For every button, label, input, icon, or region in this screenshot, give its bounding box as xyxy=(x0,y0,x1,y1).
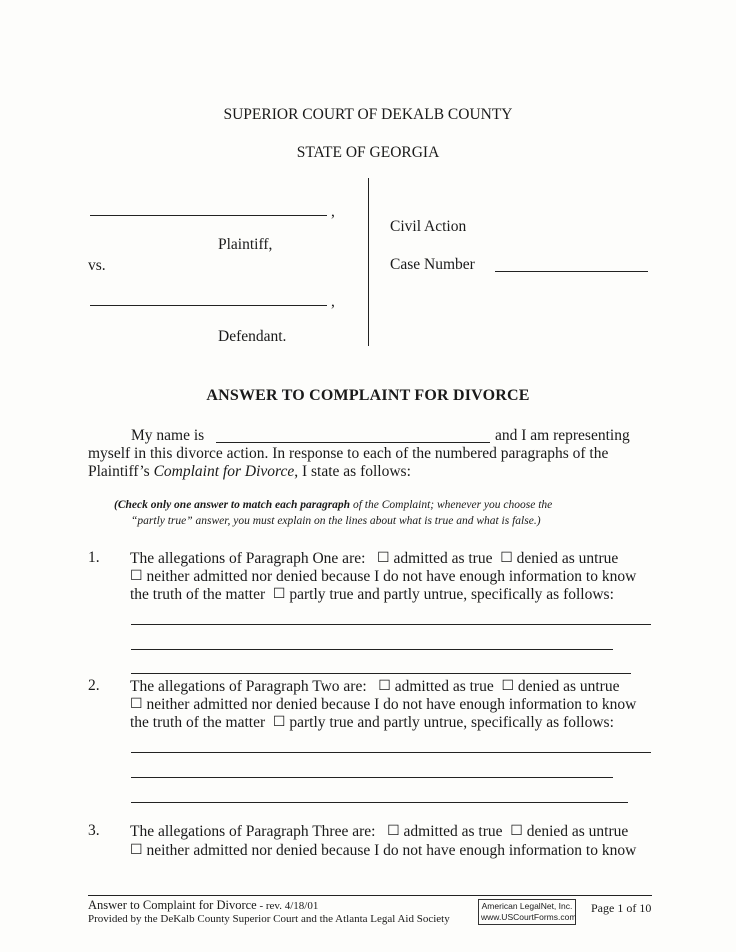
paragraph-3-line-1 xyxy=(130,823,628,841)
paragraph-number: 2. xyxy=(88,677,100,694)
paragraph-1-line-3 xyxy=(130,586,614,604)
footer-rule xyxy=(88,895,652,896)
paragraph-1-line-2 xyxy=(130,568,636,586)
badge-line-2: www.USCourtForms.com xyxy=(481,912,577,922)
representing-label: and I am representing xyxy=(495,427,630,444)
denied-label: denied as untrue xyxy=(526,823,629,840)
admitted-label: admitted as true xyxy=(394,678,494,695)
intro-line-2: myself in this divorce action. In response to each of the numbered paragraphs of the xyxy=(88,445,609,462)
intro-line-3-end: , I state as follows: xyxy=(294,463,411,480)
form-title: Answer to Complaint for Divorce xyxy=(88,898,257,912)
partly-checkbox[interactable]: ☐ xyxy=(272,586,286,602)
admitted-label: admitted as true xyxy=(403,823,503,840)
neither-checkbox[interactable]: ☐ xyxy=(130,842,143,858)
paragraph-lead: The allegations of Paragraph Two are: xyxy=(130,678,367,695)
explanation-line[interactable] xyxy=(131,802,628,803)
paragraph-number: 1. xyxy=(88,549,100,566)
paragraph-2-line-3 xyxy=(130,714,614,732)
document-title: ANSWER TO COMPLAINT FOR DIVORCE xyxy=(206,387,530,404)
case-number-label: Case Number xyxy=(390,256,475,273)
caption-divider xyxy=(368,178,369,346)
vs-label: vs. xyxy=(88,257,106,274)
my-name-is-label: My name is xyxy=(131,427,205,444)
admitted-checkbox[interactable]: ☐ xyxy=(387,823,400,839)
admitted-label: admitted as true xyxy=(393,550,493,567)
my-name-line[interactable] xyxy=(216,442,490,443)
plaintiff-name-line[interactable] xyxy=(90,215,327,216)
truth-label: the truth of the matter xyxy=(130,714,266,731)
footer-provided-by: Provided by the DeKalb County Superior Court and the Atlanta Legal Aid Society xyxy=(88,913,450,925)
paragraph-lead: The allegations of Paragraph One are: xyxy=(130,550,366,567)
admitted-checkbox[interactable]: ☐ xyxy=(378,678,391,694)
neither-label: neither admitted nor denied because I do not have enough information to know xyxy=(146,842,637,859)
explanation-line[interactable] xyxy=(131,777,613,778)
truth-label: the truth of the matter xyxy=(130,586,266,603)
neither-label: neither admitted nor denied because I do not have enough information to know xyxy=(146,696,637,713)
explanation-line[interactable] xyxy=(131,649,613,650)
defendant-comma: , xyxy=(331,293,335,310)
neither-checkbox[interactable]: ☐ xyxy=(130,696,143,712)
paragraph-lead: The allegations of Paragraph Three are: xyxy=(130,823,376,840)
explanation-line[interactable] xyxy=(131,624,651,625)
case-number-line[interactable] xyxy=(495,271,648,272)
paragraph-3-line-2 xyxy=(130,842,636,860)
explanation-line[interactable] xyxy=(131,752,651,753)
denied-checkbox[interactable]: ☐ xyxy=(501,678,515,694)
complaint-title-italic: Complaint for Divorce xyxy=(153,463,295,480)
court-name: SUPERIOR COURT OF DEKALB COUNTY xyxy=(223,106,513,123)
paragraph-2-line-1 xyxy=(130,678,619,696)
instructions-rest: of the Complaint; whenever you choose the xyxy=(350,499,553,511)
denied-checkbox[interactable]: ☐ xyxy=(510,823,523,839)
form-revision: - rev. 4/18/01 xyxy=(256,900,319,912)
neither-label: neither admitted nor denied because I do not have enough information to know xyxy=(146,568,637,585)
partly-checkbox[interactable]: ☐ xyxy=(272,714,286,730)
civil-action-label: Civil Action xyxy=(390,218,467,235)
denied-label: denied as untrue xyxy=(517,678,620,695)
defendant-label: Defendant. xyxy=(218,328,287,345)
state-name: STATE OF GEORGIA xyxy=(296,144,440,161)
paragraph-2-line-2 xyxy=(130,696,636,714)
plaintiff-label: Plaintiff, xyxy=(218,236,273,253)
legalnet-badge xyxy=(478,899,576,925)
instructions-bold: (Check only one answer to match each paragraph xyxy=(114,499,351,511)
denied-label: denied as untrue xyxy=(516,550,619,567)
explanation-line[interactable] xyxy=(131,673,631,674)
defendant-name-line[interactable] xyxy=(90,305,327,306)
page-number: Page 1 of 10 xyxy=(591,901,652,915)
denied-checkbox[interactable]: ☐ xyxy=(500,550,513,566)
partly-label: partly true and partly untrue, specifically as follows: xyxy=(289,586,614,603)
paragraph-1-line-1 xyxy=(130,550,618,568)
partly-label: partly true and partly untrue, specifically as follows: xyxy=(289,714,614,731)
badge-line-1: American LegalNet, Inc. xyxy=(481,901,573,911)
footer-form-title xyxy=(88,898,318,913)
instructions-line-2: “partly true” answer, you must explain on the lines about what is true and what is false.) xyxy=(131,515,541,527)
plaintiff-comma: , xyxy=(331,203,335,220)
neither-checkbox[interactable]: ☐ xyxy=(130,568,143,584)
instructions-line-1 xyxy=(114,499,552,511)
intro-line-3-start: Plaintiff’s xyxy=(88,463,154,480)
admitted-checkbox[interactable]: ☐ xyxy=(377,550,390,566)
intro-line-3 xyxy=(88,463,411,481)
paragraph-number: 3. xyxy=(88,822,100,839)
